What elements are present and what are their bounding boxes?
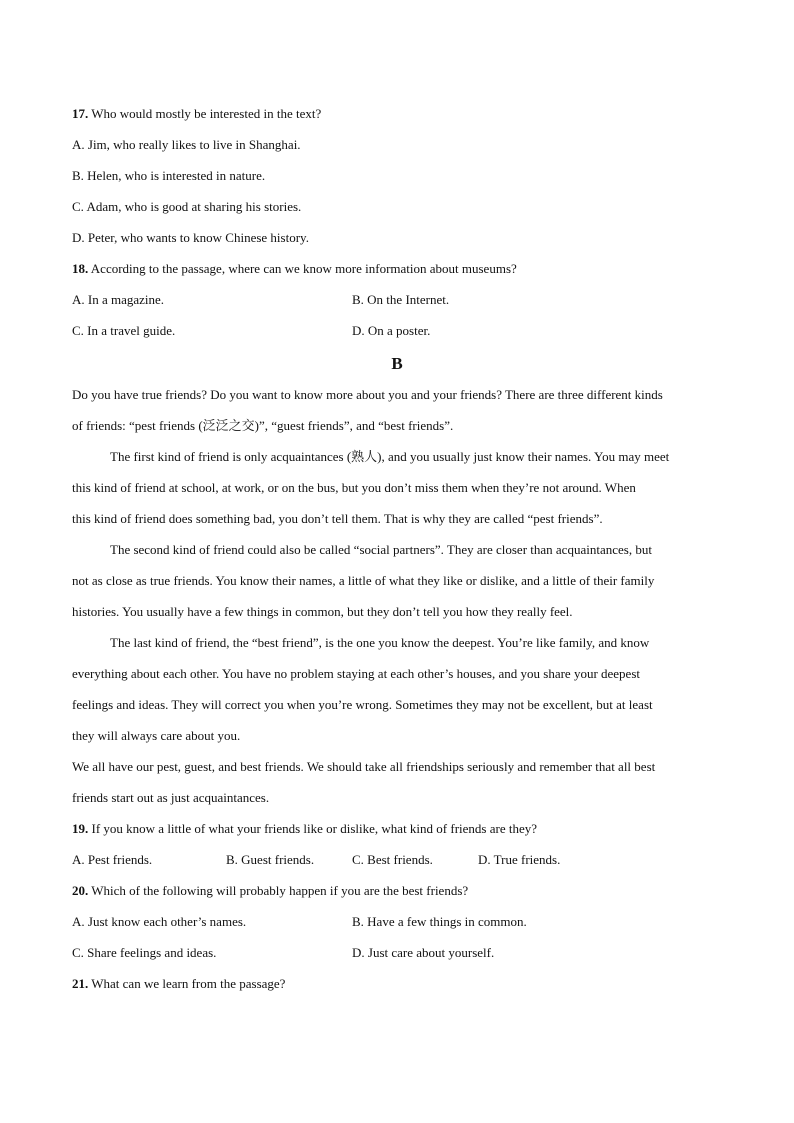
option-c: C. In a travel guide. bbox=[72, 323, 176, 338]
passage-line: everything about each other. You have no problem staying at each other’s houses, and you share your deepest bbox=[72, 666, 641, 681]
option-b: B. Have a few things in common. bbox=[352, 914, 527, 929]
question-text: Who would mostly be interested in the text? bbox=[88, 106, 322, 121]
question-17 bbox=[72, 98, 722, 129]
passage-line: histories. You usually have a few things in common, but they don’t tell you how they really feel. bbox=[72, 604, 573, 619]
option-b: B. On the Internet. bbox=[352, 292, 450, 307]
passage-line: We all have our pest, guest, and best friends. We should take all friendships seriously and remember that all best bbox=[72, 759, 656, 774]
section-title: B bbox=[391, 354, 403, 373]
option-d: D. True friends. bbox=[478, 852, 561, 867]
question-number: 19. bbox=[72, 821, 89, 836]
passage-line: feelings and ideas. They will correct you when you’re wrong. Sometimes they may not be excellent, but at least bbox=[72, 697, 653, 712]
option-d: D. On a poster. bbox=[352, 323, 431, 338]
options-row bbox=[72, 906, 722, 937]
option-d: D. Peter, who wants to know Chinese history. bbox=[72, 230, 309, 245]
option-a: A. In a magazine. bbox=[72, 292, 165, 307]
option-a: A. Just know each other’s names. bbox=[72, 914, 247, 929]
passage-line: of friends: “pest friends (泛泛之交)”, “guest friends”, and “best friends”. bbox=[72, 418, 454, 433]
passage-line: not as close as true friends. You know their names, a little of what they like or dislike, and a little of their family bbox=[72, 573, 655, 588]
exam-page bbox=[72, 98, 722, 999]
question-text: What can we learn from the passage? bbox=[88, 976, 286, 991]
question-21 bbox=[72, 968, 722, 999]
passage-line: The second kind of friend could also be called “social partners”. They are closer than acquaintances, but bbox=[110, 542, 652, 557]
passage-line: this kind of friend does something bad, you don’t tell them. That is why they are called “pest friends”. bbox=[72, 511, 603, 526]
question-number: 21. bbox=[72, 976, 89, 991]
option-a: A. Jim, who really likes to live in Shanghai. bbox=[72, 137, 301, 152]
options-row bbox=[72, 315, 722, 346]
question-number: 20. bbox=[72, 883, 89, 898]
option-b: B. Guest friends. bbox=[226, 852, 315, 867]
question-number: 17. bbox=[72, 106, 89, 121]
option-d: D. Just care about yourself. bbox=[352, 945, 495, 960]
passage-line: this kind of friend at school, at work, or on the bus, but you don’t miss them when they’re not around. When bbox=[72, 480, 636, 495]
passage-line: they will always care about you. bbox=[72, 728, 241, 743]
passage-line: Do you have true friends? Do you want to know more about you and your friends? There are three different kinds bbox=[72, 387, 663, 402]
option-b: B. Helen, who is interested in nature. bbox=[72, 168, 266, 183]
options-row bbox=[72, 284, 722, 315]
question-18 bbox=[72, 253, 722, 284]
question-19 bbox=[72, 813, 722, 844]
question-text: According to the passage, where can we know more information about museums? bbox=[88, 261, 517, 276]
option-c: C. Best friends. bbox=[352, 852, 433, 867]
option-a: A. Pest friends. bbox=[72, 852, 153, 867]
option-c: C. Share feelings and ideas. bbox=[72, 945, 217, 960]
question-text: Which of the following will probably happen if you are the best friends? bbox=[88, 883, 469, 898]
passage-line: friends start out as just acquaintances. bbox=[72, 790, 270, 805]
passage-line: The last kind of friend, the “best friend”, is the one you know the deepest. You’re like family, and know bbox=[110, 635, 650, 650]
question-20 bbox=[72, 875, 722, 906]
question-text: If you know a little of what your friends like or dislike, what kind of friends are they? bbox=[88, 821, 537, 836]
option-c: C. Adam, who is good at sharing his stories. bbox=[72, 199, 302, 214]
passage-line: The first kind of friend is only acquaintances (熟人), and you usually just know their names. You may meet bbox=[110, 449, 670, 464]
options-row bbox=[72, 844, 722, 875]
options-row bbox=[72, 937, 722, 968]
question-number: 18. bbox=[72, 261, 89, 276]
